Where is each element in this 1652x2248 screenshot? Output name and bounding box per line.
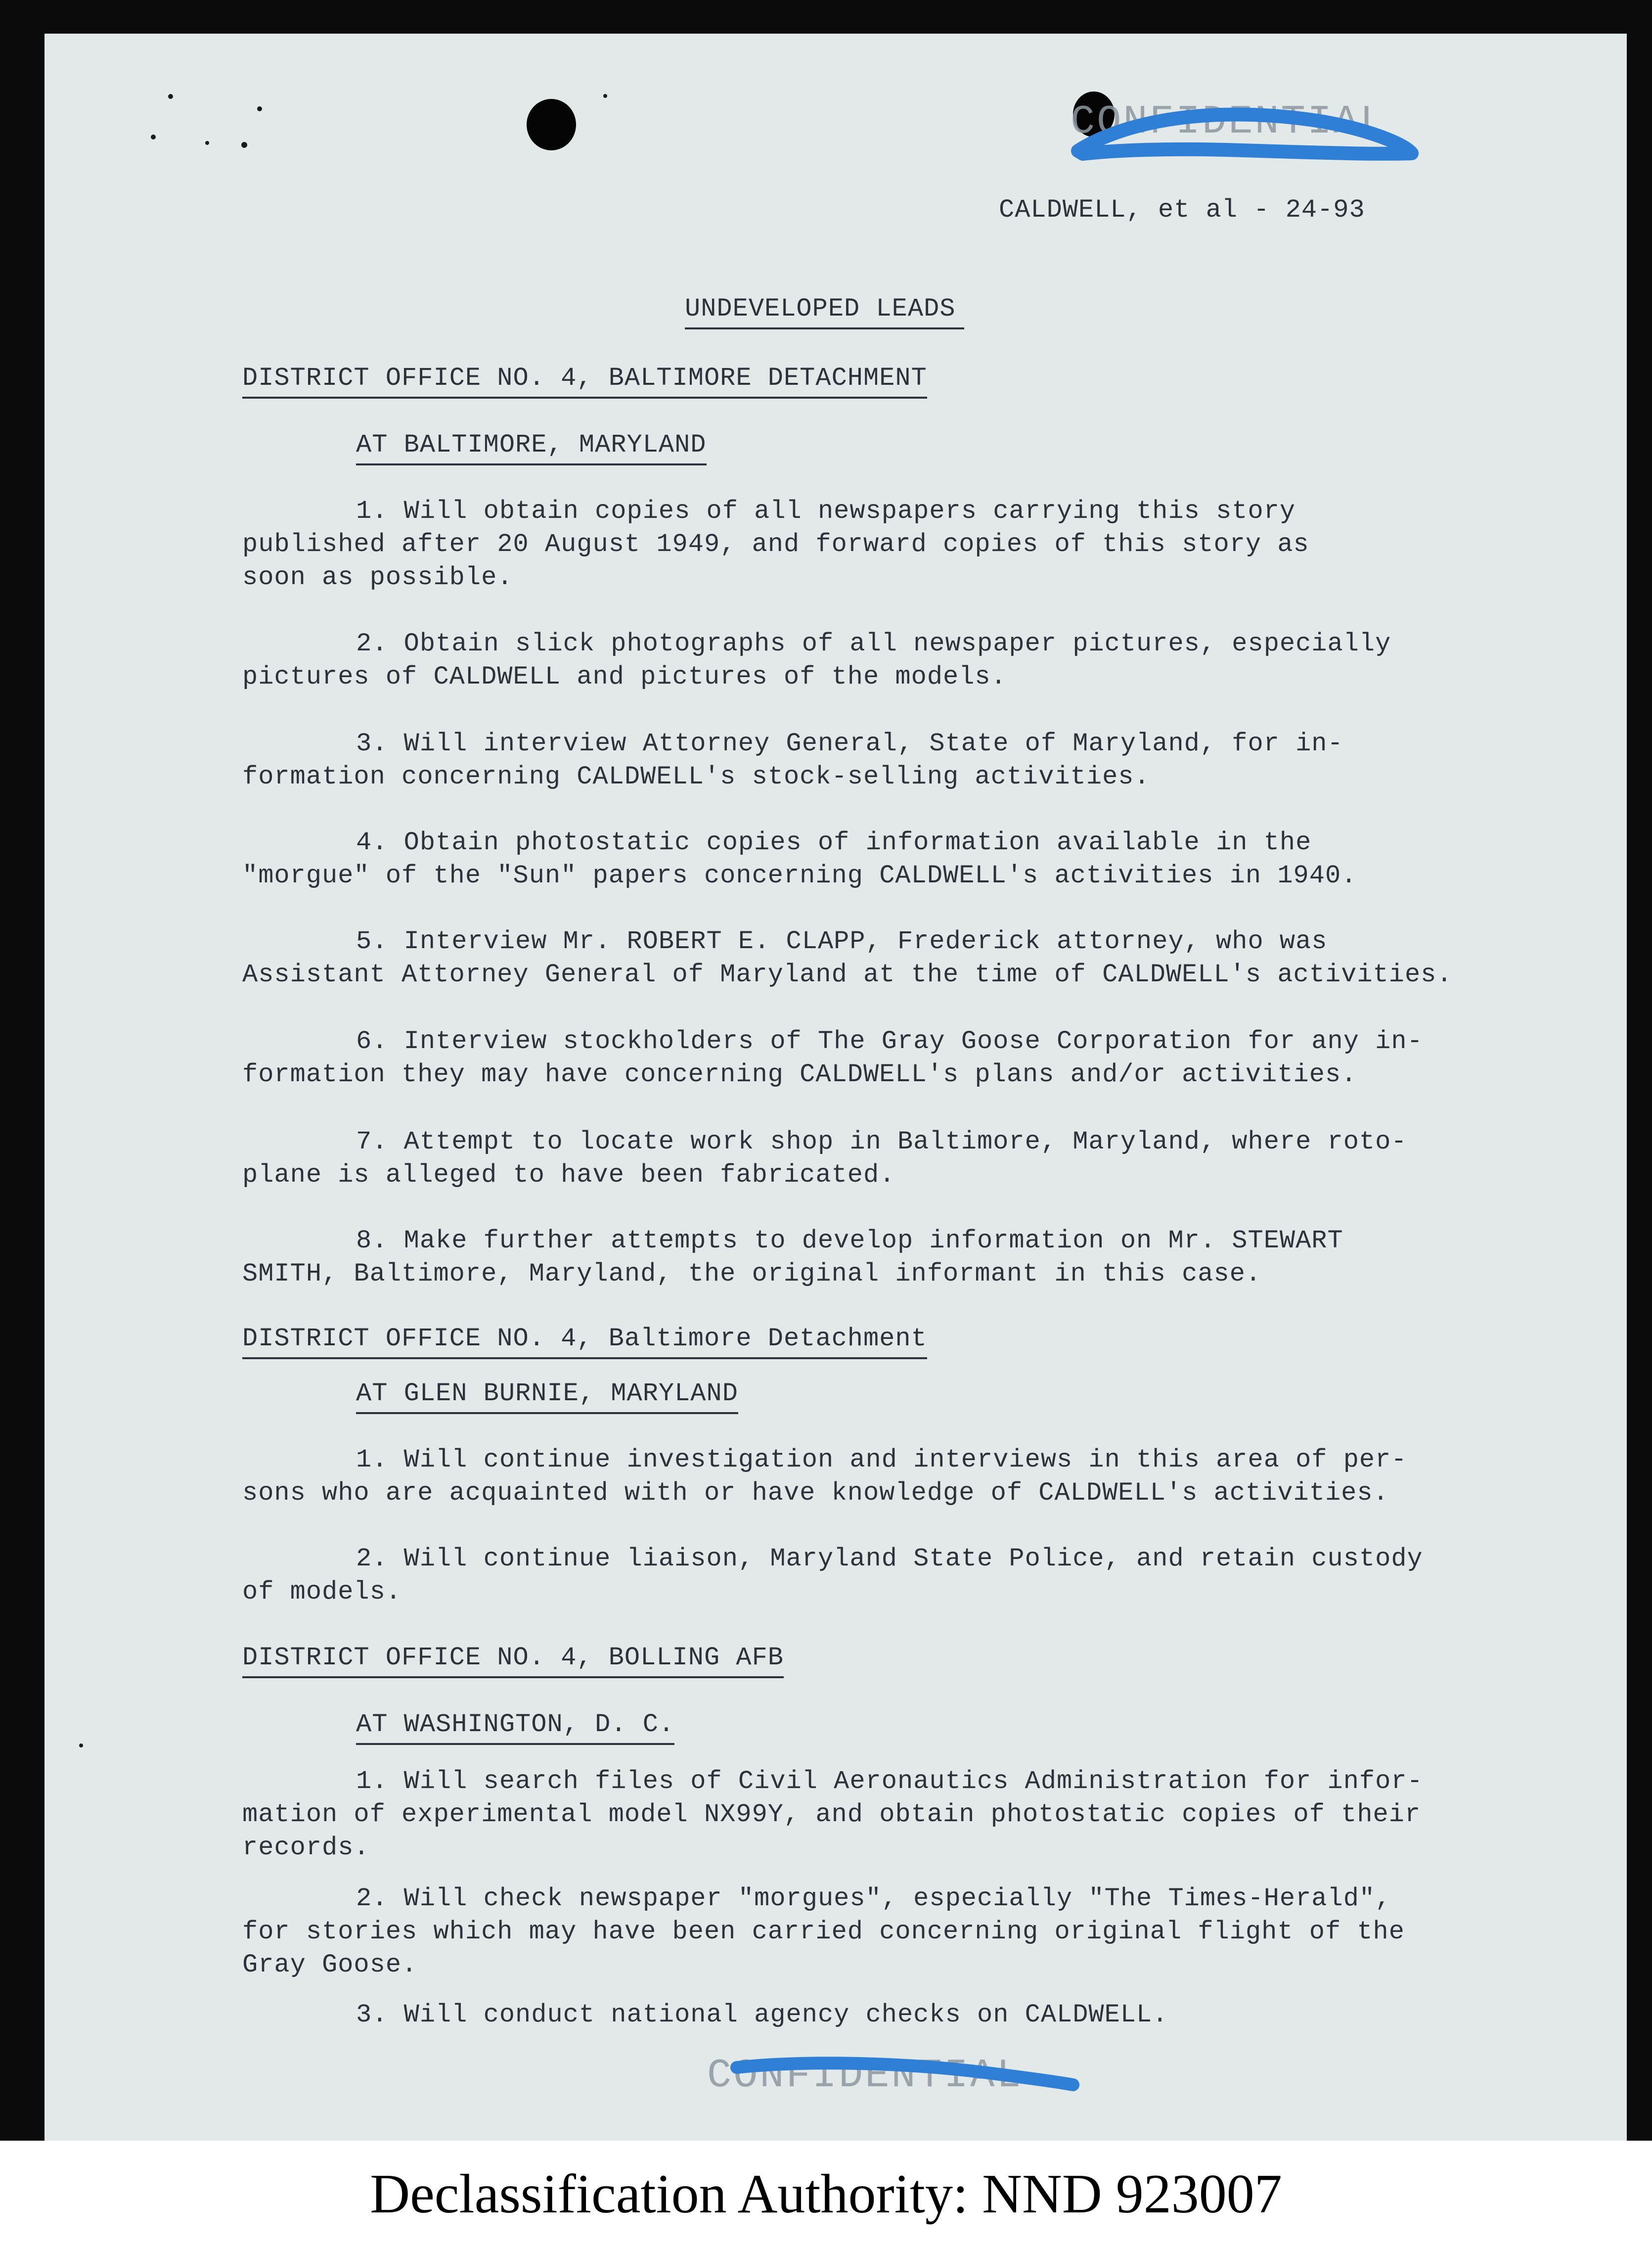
lead-item: 5. Interview Mr. ROBERT E. CLAPP, Frederick attorney, who was Assistant Attorney General of Maryland at the time of CALDWELL's activities. (242, 927, 1453, 989)
confidential-stamp-top: CONFIDENTIAL (1071, 99, 1386, 145)
lead-item: 3. Will interview Attorney General, State of Maryland, for in- formation concerning CALDWELL's stock-selling activities. (242, 729, 1343, 791)
speck (79, 1743, 83, 1747)
lead-item: 7. Attempt to locate work shop in Baltimore, Maryland, where roto- plane is alleged to have been fabricated. (242, 1127, 1407, 1190)
speck (257, 106, 262, 111)
section-location-heading: AT GLEN BURNIE, MARYLAND (356, 1379, 738, 1414)
lead-item: 2. Will check newspaper "morgues", especially "The Times-Herald", for stories which may have been carried concerning original flight of the Gray Goose. (242, 1884, 1405, 1979)
declassification-authority-text: Declassification Authority: NND 923007 (370, 2163, 1282, 2225)
section-office-heading: DISTRICT OFFICE NO. 4, BOLLING AFB (242, 1643, 784, 1678)
blue-marker-stroke-top (1063, 96, 1424, 168)
speck (603, 94, 607, 98)
speck (151, 135, 156, 139)
speck (205, 141, 209, 145)
punch-hole (527, 99, 576, 150)
section-office-heading: DISTRICT OFFICE NO. 4, BALTIMORE DETACHMENT (242, 364, 927, 399)
lead-item: 4. Obtain photostatic copies of information available in the "morgue" of the "Sun" papers concerning CALDWELL's activities in 1940. (242, 828, 1357, 890)
lead-item: 2. Will continue liaison, Maryland State Police, and retain custody of models. (242, 1544, 1423, 1606)
declassification-footer (0, 2141, 1652, 2248)
lead-item: 2. Obtain slick photographs of all newspaper pictures, especially pictures of CALDWELL and pictures of the models. (242, 629, 1391, 691)
speck (241, 142, 247, 148)
document-title: UNDEVELOPED LEADS (685, 294, 964, 329)
lead-item: 1. Will search files of Civil Aeronautics Administration for infor- mation of experimental model NX99Y, and obtain photostatic copies of their records. (242, 1767, 1423, 1862)
document-reference: CALDWELL, et al - 24-93 (999, 195, 1365, 225)
blue-marker-stroke-bottom (727, 2048, 1083, 2092)
lead-item: 1. Will continue investigation and interviews in this area of per- sons who are acquainted with or have knowledge of CALDWELL's activities. (242, 1445, 1407, 1508)
lead-item: 3. Will conduct national agency checks on CALDWELL. (356, 2000, 1168, 2029)
lead-item: 8. Make further attempts to develop information on Mr. STEWART SMITH, Baltimore, Maryland, the original informant in this case. (242, 1226, 1343, 1288)
speck (168, 94, 173, 99)
section-location-heading: AT BALTIMORE, MARYLAND (356, 430, 707, 465)
section-location-heading: AT WASHINGTON, D. C. (356, 1710, 674, 1745)
lead-item: 1. Will obtain copies of all newspapers carrying this story published after 20 August 1949, and forward copies of this story as soon as possible. (242, 497, 1309, 592)
lead-item: 6. Interview stockholders of The Gray Goose Corporation for any in- formation they may have concerning CALDWELL's plans and/or activities. (242, 1027, 1423, 1089)
confidential-stamp-bottom: CONFIDENTIAL (707, 2053, 1023, 2099)
section-office-heading: DISTRICT OFFICE NO. 4, Baltimore Detachment (242, 1324, 927, 1359)
